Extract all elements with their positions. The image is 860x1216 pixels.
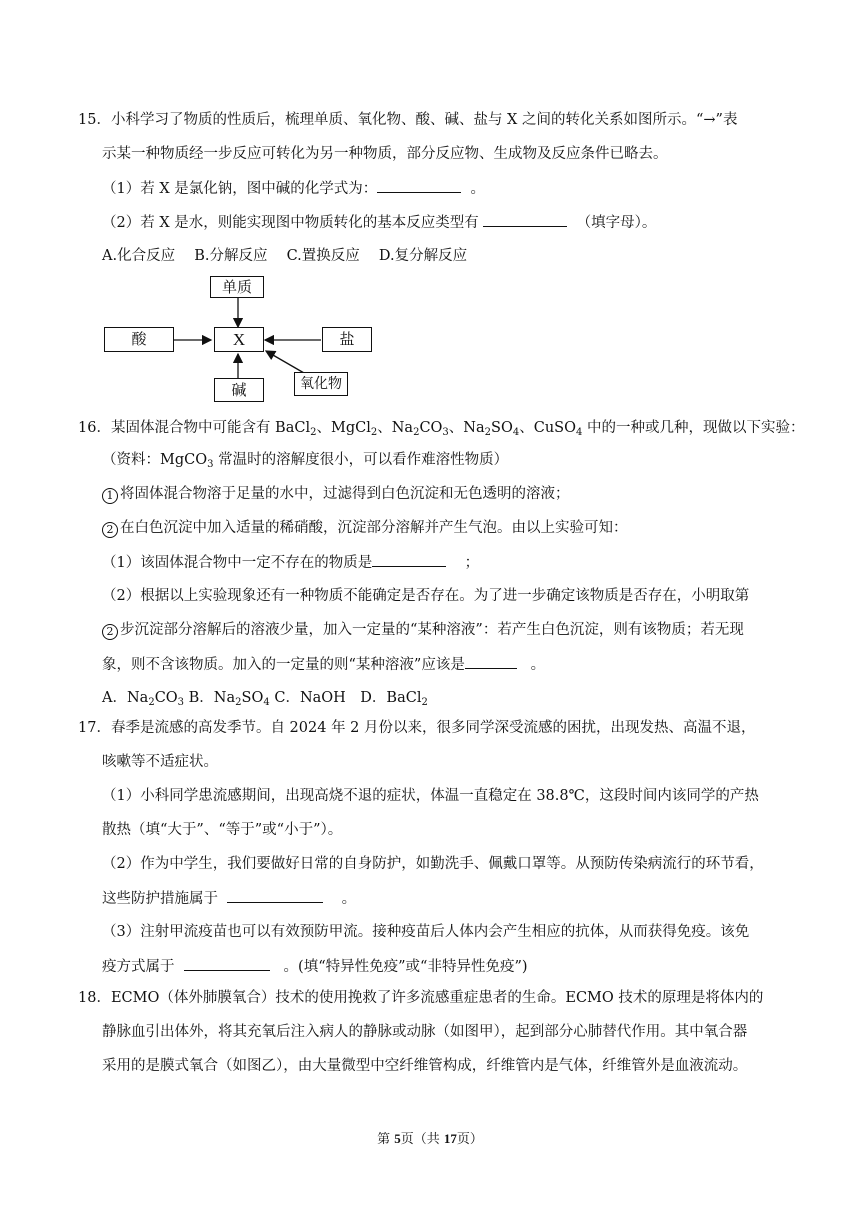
q17-sub2-line1: （2）作为中学生，我们要做好日常的自身防护，如勤洗手、佩戴口罩等。从预防传染病流行的环节看， — [102, 856, 764, 872]
q16-step2 — [102, 518, 628, 538]
text: 16．某固体混合物中可能含有 BaCl — [78, 420, 311, 436]
page-total: 17 — [443, 1131, 457, 1146]
text: B．Na — [184, 690, 236, 706]
q17-sub3-line1: （3）注射甲流疫苗也可以有效预防甲流。接种疫苗后人体内会产生相应的抗体，从而获得免疫。该免 — [102, 924, 750, 940]
text: 常温时的溶解度很小，可以看作难溶性物质） — [213, 452, 509, 468]
q15-sub1-end: 。 — [470, 181, 485, 197]
subscript: 4 — [575, 427, 583, 438]
footer-text: 页（共 — [400, 1132, 444, 1147]
q15-sub2-text: （2）若 X 是水，则能实现图中物质转化的基本反应类型有 — [102, 215, 479, 231]
q15-options: A.化合反应 B.分解反应 C.置换反应 D.复分解反应 — [102, 248, 468, 264]
arrow-oxide-to-x — [266, 351, 304, 373]
text: A．Na — [102, 690, 149, 706]
q17-sub1-line2: 散热（填“大于”、“等于”或“小于”）。 — [102, 822, 343, 838]
q16-step1 — [102, 484, 570, 504]
subscript: 2 — [148, 697, 155, 708]
answer-blank[interactable] — [483, 212, 567, 227]
answer-blank[interactable] — [227, 888, 323, 903]
q16-options — [102, 688, 428, 708]
text: （1）该固体混合物中一定不存在的物质是 — [102, 555, 373, 571]
node-oxide: 氧化物 — [294, 372, 348, 396]
q15-sub1-text: （1）若 X 是氯化钠，图中碱的化学式为： — [102, 181, 378, 197]
subscript: 3 — [442, 427, 449, 438]
answer-blank[interactable] — [465, 654, 517, 669]
node-salt: 盐 — [322, 327, 372, 352]
q15-diagram — [98, 274, 378, 402]
subscript: 2 — [484, 427, 492, 438]
q15-sub2 — [102, 212, 656, 233]
q15-sub1 — [102, 178, 485, 199]
subscript: 4 — [263, 697, 270, 708]
q16-sub2-line3 — [102, 654, 545, 675]
subscript: 3 — [207, 459, 214, 470]
text: 这些防护措施属于 — [102, 891, 218, 907]
text: 。 — [530, 657, 546, 673]
text: 。(填“特异性免疫”或“非特异性免疫”) — [283, 959, 528, 975]
text: 在白色沉淀中加入适量的稀硝酸，沉淀部分溶解并产生气泡。由以上实验可知： — [120, 520, 628, 536]
subscript: 2 — [370, 427, 378, 438]
page-number: 5 — [394, 1131, 401, 1146]
q16-line1 — [78, 418, 804, 438]
q18-line2: 静脉血引出体外，将其充氧后注入病人的静脉或动脉（如图甲），起到部分心肺替代作用。其中氧合器 — [102, 1024, 748, 1040]
text: 步沉淀部分溶解后的溶液少量，加入一定量的“某种溶液”：若产生白色沉淀，则有该物质；若无现 — [120, 622, 744, 638]
footer-text: 第 — [377, 1132, 395, 1147]
node-base: 碱 — [214, 378, 264, 402]
circled-number-2: 2 — [102, 522, 118, 538]
q17-sub1-line1: （1）小科同学患流感期间，出现高烧不退的症状，体温一直稳定在 38.8℃，这段时间内该同学的产热 — [102, 788, 759, 804]
text: 、CuSO — [519, 420, 576, 436]
answer-blank[interactable] — [372, 552, 446, 567]
q16-sub2-line1: （2）根据以上实验现象还有一种物质不能确定是否存在。为了进一步确定该物质是否存在，小明取第 — [102, 588, 750, 604]
text: 。 — [341, 891, 357, 907]
q18-line3: 采用的是膜式氧合（如图乙），由大量微型中空纤维管构成，纤维管内是气体，纤维管外是血液流动。 — [102, 1058, 748, 1074]
subscript: 2 — [421, 697, 428, 708]
text: C．NaOH D．BaCl — [269, 690, 422, 706]
text: SO — [491, 420, 513, 436]
subscript: 2 — [310, 427, 317, 438]
q16-note — [102, 450, 508, 470]
answer-blank[interactable] — [377, 178, 461, 193]
q17-line2: 咳嗽等不适症状。 — [102, 754, 218, 770]
q17-line1: 17．春季是流感的高发季节。自 2024 年 2 月份以来，很多同学深受流感的困扰，出现发热、高温不退， — [78, 720, 756, 736]
subscript: 2 — [235, 697, 242, 708]
text: ； — [464, 555, 480, 571]
q15-sub2-end: （填字母）。 — [576, 215, 657, 231]
q17-sub3-line2 — [102, 956, 528, 977]
node-elemental: 单质 — [210, 276, 264, 298]
q16-sub2-line2 — [102, 620, 744, 640]
subscript: 2 — [413, 427, 420, 438]
q18-line1: 18．ECMO（体外肺膜氧合）技术的使用挽救了许多流感重症患者的生命。ECMO 技术的原理是将体内的 — [78, 990, 764, 1006]
text: 、Na — [448, 420, 485, 436]
q17-sub2-line2 — [102, 888, 356, 909]
text: 中的一种或几种，现做以下实验： — [582, 420, 805, 436]
page-footer — [0, 1128, 860, 1147]
q16-sub1 — [102, 552, 479, 573]
text: 将固体混合物溶于足量的水中，过滤得到白色沉淀和无色透明的溶液； — [120, 486, 570, 502]
subscript: 4 — [512, 427, 520, 438]
footer-text: 页） — [456, 1132, 483, 1147]
circled-number-2: 2 — [102, 624, 118, 640]
text: CO — [154, 690, 178, 706]
text: CO — [419, 420, 443, 436]
text: （资料：MgCO — [102, 452, 208, 468]
q15-line2: 示某一种物质经一步反应可转化为另一种物质，部分反应物、生成物及反应条件已略去。 — [102, 146, 668, 162]
text: 疫方式属于 — [102, 959, 175, 975]
node-acid: 酸 — [104, 327, 174, 352]
text: SO — [241, 690, 264, 706]
text: 、MgCl — [316, 420, 371, 436]
q15-line1: 15．小科学习了物质的性质后，梳理单质、氧化物、酸、碱、盐与 X 之间的转化关系如图所示。“→”表 — [78, 112, 738, 128]
node-x: X — [214, 327, 264, 352]
circled-number-1: 1 — [102, 488, 118, 504]
text: 、Na — [377, 420, 414, 436]
answer-blank[interactable] — [184, 956, 270, 971]
text: 象，则不含该物质。加入的一定量的则“某种溶液”应该是 — [102, 657, 465, 673]
subscript: 3 — [177, 697, 185, 708]
